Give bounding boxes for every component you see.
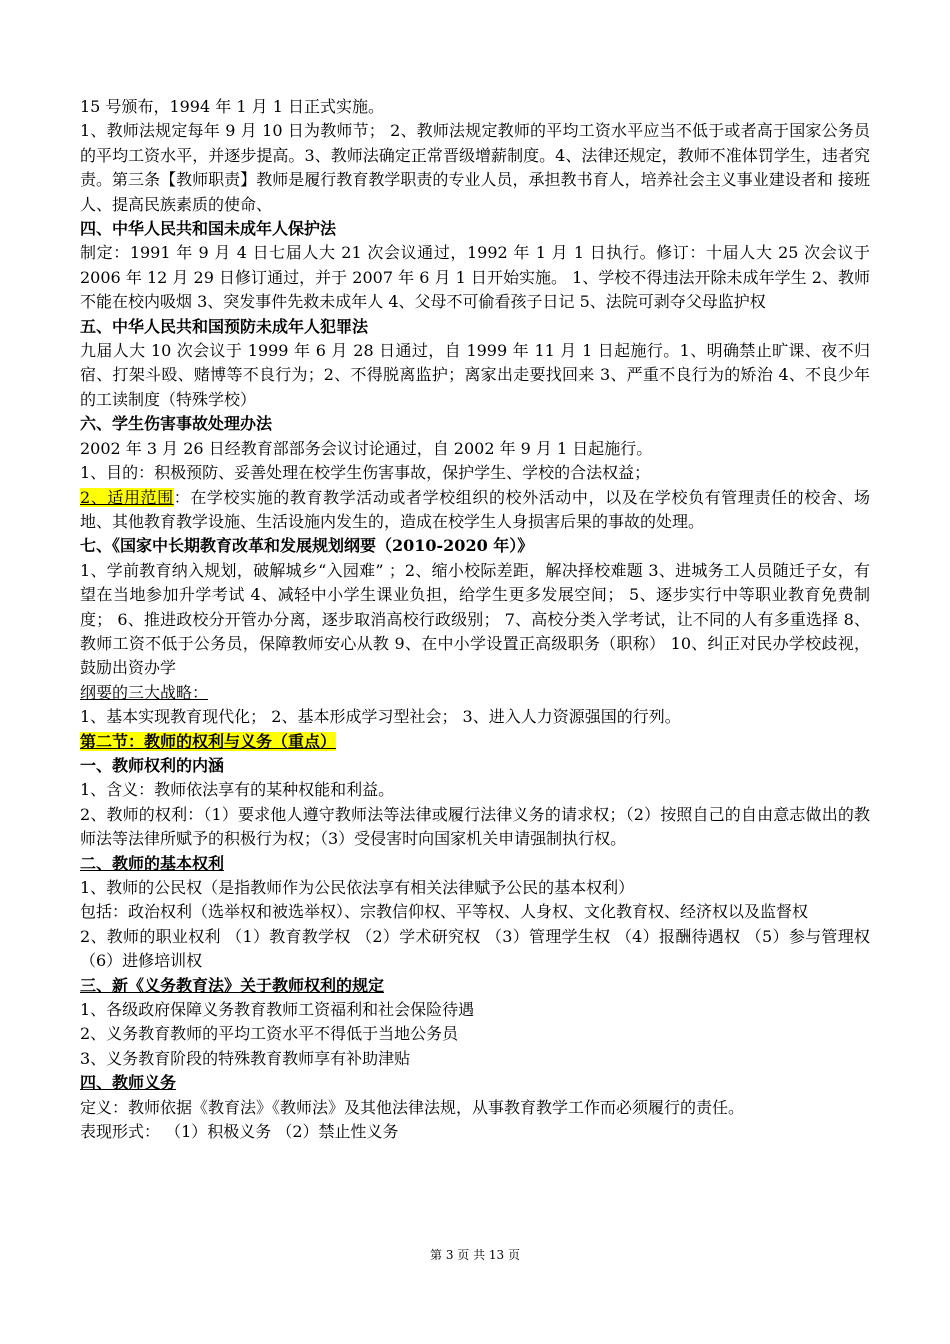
chapter-heading [80,730,870,754]
paragraph: 1、教师的公民权（是指教师作为公民依法享有相关法律赋予公民的基本权利） [80,878,635,897]
paragraph: 制定：1991 年 9 月 4 日七届人大 21 次会议通过，1992 年 1 月 1 日执行。修订：十届人大 25 次会议于 2006 年 12 月 29 日修订通过，并于 2007 年 6 月 1 日开始实施。 1、学校不得违法开除未成年学生 2、教师不能在校内吸烟 3、突发事件先救未成年人 4、父母不可偷看孩子日记 5、法院可剥夺父母监护权 [80,243,870,312]
page-footer: 第 3 页 共 13 页 [430,1248,520,1262]
paragraph: 九届人大 10 次会议于 1999 年 6 月 28 日通过，自 1999 年 11 月 1 日起施行。1、明确禁止旷课、夜不归宿、打架斗殴、赌博等不良行为；2、不得脱离监护；离家出走要找回来 3、严重不良行为的矫治 4、不良少年的工读制度（特殊学校） [80,341,870,409]
paragraph: 1、含义：教师依法享有的某种权能和利益。 [80,780,395,800]
section-heading: 七、《国家中长期教育改革和发展规划纲要（2010-2020 年）》 [80,536,534,556]
section-heading: 四、中华人民共和国未成年人保护法 [80,219,337,239]
paragraph: 2、教师的权利：（1）要求他人遵守教师法等法律或履行法律义务的请求权；（2）按照自己的自由意志做出的教师法等法律所赋予的积极行为权；（3）受侵害时向国家机关申请强制执行权。 [80,804,870,849]
paragraph-scope [80,486,870,535]
paragraph: 1、教师法规定每年 9 月 10 日为教师节； 2、教师法规定教师的平均工资水平应当不低于或者高于国家公务员的平均工资水平，并逐步提高。3、教师法确定正常晋级增薪制度。4、法律还规定，教师不准体罚学生，违者究责。第三条【教师职责】教师是履行教育教学职责的专业人员，承担教书育人，培养社会主义事业建设者和 接班人、提高民族素质的使命、 [80,121,870,214]
paragraph: 15 号颁布，1994 年 1 月 1 日正式实施。 [80,97,384,116]
section-heading: 五、中华人民共和国预防未成年人犯罪法 [80,316,369,336]
chapter-heading-text: 第二节：教师的权利与义务（重点） [80,731,337,751]
paragraph-text: ：在学校实施的教育教学活动或者学校组织的校外活动中，以及在学校负有管理责任的校舍、场地、其他教育教学设施、生活设施内发生的，造成在校学生人身损害后果的事故的处理。 [80,487,870,531]
paragraph: 定义：教师依据《教育法》《教师法》及其他法律法规，从事教育教学工作而必须履行的责任。 [80,1097,745,1117]
paragraph: 纲要的三大战略： [80,682,209,702]
paragraph: 表现形式： （1）积极义务 （2）禁止性义务 [80,1122,399,1142]
paragraph: 1、基本实现教育现代化； 2、基本形成学习型社会； 3、进入人力资源强国的行列。 [80,707,681,727]
paragraph: 包括：政治权利（选举权和被选举权）、宗教信仰权、平等权、人身权、文化教育权、经济权以及监督权 [80,902,809,922]
paragraph: 2、义务教育教师的平均工资水平不得低于当地公务员 [80,1024,459,1044]
paragraph: 2、教师的职业权利 （1）教育教学权 （2）学术研究权 （3）管理学生权 （4）报酬待遇权 （5）参与管理权 （6）进修培训权 [80,926,870,971]
highlighted-label: 2、适用范围 [80,487,174,507]
paragraph: 3、义务教育阶段的特殊教育教师享有补助津贴 [80,1048,411,1068]
subsection-heading-text: 二、教师的基本权利 [80,853,225,873]
subsection-heading [80,852,870,876]
subsection-heading: 一、教师权利的内涵 [80,755,225,775]
subsection-heading-text: 三、新《义务教育法》关于教师权利的规定 [80,975,385,995]
paragraph: 1、各级政府保障义务教育教师工资福利和社会保险待遇 [80,1000,475,1020]
section-heading: 六、学生伤害事故处理办法 [80,414,273,434]
document-page [80,95,870,1144]
subsection-heading [80,974,870,998]
subsection-heading-text: 四、教师义务 [80,1073,177,1093]
paragraph: 1、目的：积极预防、妥善处理在校学生伤害事故，保护学生、学校的合法权益； [80,463,651,483]
paragraph: 2002 年 3 月 26 日经教育部部务会议讨论通过，自 2002 年 9 月 1 日起施行。 [80,438,653,458]
subsection-heading [80,1071,870,1095]
paragraph: 1、学前教育纳入规划，破解城乡“入园难” ；2、缩小校际差距，解决择校难题 3、进城务工人员随迁子女，有望在当地参加升学考试 4、减轻中小学生课业负担，给学生更多发展空间； 5、逐步实行中等职业教育免费制度； 6、推进政校分开管办分离，逐步取消高校行政级别； 7、高校分类入学考试，让不同的人有多重选择 8、教师工资不低于公务员，保障教师安心从教 9、在中小学设置正高级职务（职称） 10、纠正对民办学校歧视，鼓励出资办学 [80,560,870,678]
